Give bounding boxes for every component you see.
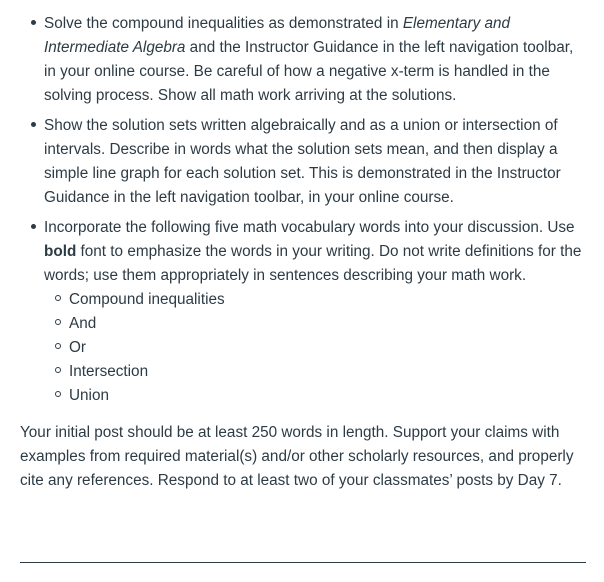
vocabulary-item: Or: [69, 336, 586, 360]
instruction-text: Incorporate the following five math vocabulary words into your discussion. Use: [44, 219, 575, 236]
bold-word: bold: [44, 243, 77, 260]
instruction-text: Solve the compound inequalities as demonstrated in: [44, 15, 403, 32]
bullet-icon: [30, 114, 36, 138]
book-title: Elementary and Intermediate Algebra: [44, 15, 510, 56]
instruction-text: font to emphasize the words in your writing. Do not write definitions for the words; use them appropriately in sentences describing your math work.: [44, 243, 582, 284]
instruction-text: and the Instructor Guidance in the left navigation toolbar, in your online course. Be careful of how a negative x-term is handled in the solving process. Show all math work arriving at the solutions.: [44, 39, 574, 104]
vocabulary-item: Union: [69, 384, 586, 408]
bullet-icon: [30, 12, 36, 36]
list-item: [44, 12, 586, 108]
closing-paragraph: Your initial post should be at least 250 words in length. Support your claims with examples from required material(s) and/or other scholarly resources, and properly cite any references. Respond to at least two of your classmates’ posts by Day 7.: [20, 424, 574, 489]
instruction-text: Show the solution sets written algebraically and as a union or intersection of intervals. Describe in words what the solution sets mean, and then display a simple line graph for each solution set. This is demonstrated in the Instructor Guidance in the left navigation toolbar, in your online course.: [44, 117, 561, 206]
vocabulary-item: And: [69, 312, 586, 336]
vocabulary-list: [44, 288, 586, 408]
circle-bullet-icon: [55, 384, 61, 408]
instructions-list: [20, 12, 586, 408]
circle-bullet-icon: [55, 288, 61, 312]
list-item: [44, 114, 586, 210]
circle-bullet-icon: [55, 360, 61, 384]
vocabulary-item: Compound inequalities: [69, 288, 586, 312]
list-item: [44, 216, 586, 408]
horizontal-divider: [20, 562, 586, 563]
circle-bullet-icon: [55, 312, 61, 336]
vocabulary-item: Intersection: [69, 360, 586, 384]
circle-bullet-icon: [55, 336, 61, 360]
bullet-icon: [30, 216, 36, 240]
